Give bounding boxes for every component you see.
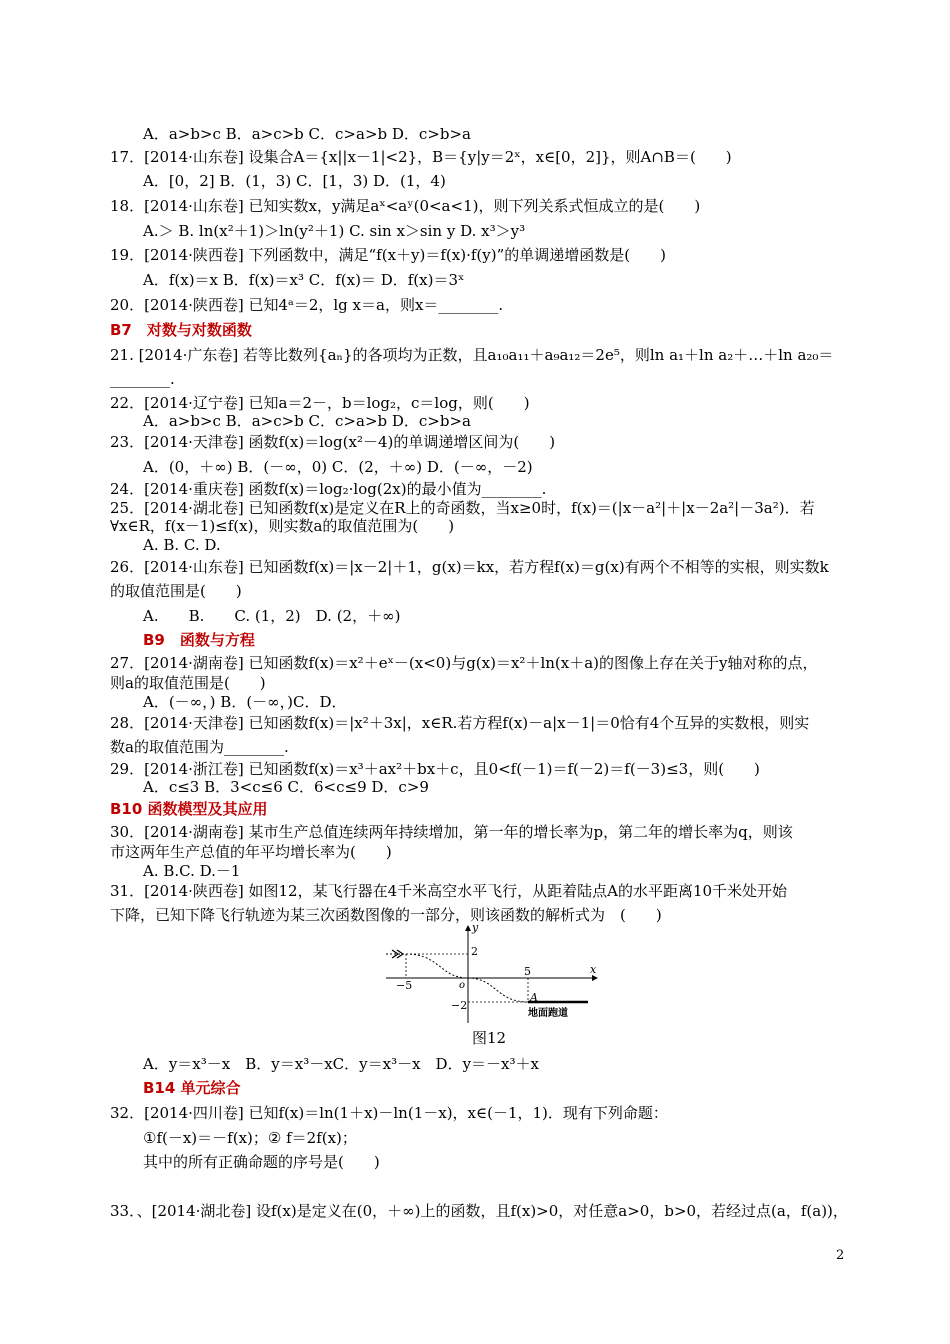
y-axis-arrow <box>465 925 471 931</box>
line-28: 数a的取值范围为________. <box>110 738 289 756</box>
line-16: 24．[2014·重庆卷] 函数f(x)＝log₂·log(2x)的最小值为________. <box>110 480 547 498</box>
line-30: A．c≤3 B．3<c≤6 C．6<c≤9 D．c>9 <box>143 778 429 796</box>
line-32: 30．[2014·湖南卷] 某市生产总值连续两年持续增加，第一年的增长率为p，第二年的增长率为q，则该 <box>110 823 793 841</box>
line-33: 市这两年生产总值的年平均增长率为( ) <box>110 843 392 861</box>
line-39: 32．[2014·四川卷] 已知f(x)＝ln(1＋x)－ln(1－x)，x∈(－1，1)．现有下列命题： <box>110 1104 668 1122</box>
landing-point-label: A <box>530 991 538 1004</box>
line-3: A．[0，2] B．(1，3) C．[1，3) D．(1，4) <box>143 172 446 190</box>
section-heading-b10: B10 函数模型及其应用 <box>110 800 268 818</box>
line-40: ①f(－x)＝－f(x)；② f＝2f(x)； <box>143 1129 357 1147</box>
line-8: 20．[2014·陕西卷] 已知4ᵃ＝2，lg x＝a，则x＝________. <box>110 296 504 314</box>
section-heading-b14: B14 单元综合 <box>143 1079 241 1097</box>
x-tick-left: −5 <box>396 979 413 992</box>
section-heading-b9: B9 函数与方程 <box>143 631 255 649</box>
line-4: 18．[2014·山东卷] 已知实数x，y满足aˣ<aʸ(0<a<1)，则下列关系式恒成立的是( ) <box>110 197 701 215</box>
page-number: 2 <box>836 1248 845 1263</box>
line-24: 27．[2014·湖南卷] 已知函数f(x)＝x²＋eˣ－(x<0)与g(x)＝x²＋ln(x＋a)的图像上存在关于y轴对称的点， <box>110 654 818 672</box>
y-tick-bottom: −2 <box>451 999 468 1012</box>
x-axis-label: x <box>590 963 597 976</box>
line-12: 22．[2014·辽宁卷] 已知a＝2－，b＝log₂，c＝log，则( ) <box>110 394 530 412</box>
x-tick-right: 5 <box>524 965 531 978</box>
flight-path-figure <box>380 923 600 1027</box>
line-42: 33．、[2014·湖北卷] 设f(x)是定义在(0，＋∞)上的函数，且f(x)>0，对任意a>0，b>0，若经过点(a，f(a))， <box>110 1202 848 1220</box>
y-tick-top: 2 <box>471 945 478 958</box>
line-41: 其中的所有正确命题的序号是( ) <box>143 1153 380 1171</box>
line-2: 17．[2014·山东卷] 设集合A＝{x||x－1|<2}，B＝{y|y＝2ˣ，x∈[0，2]}，则A∩B＝( ) <box>110 148 732 166</box>
runway-label: 地面跑道 <box>528 1008 568 1019</box>
line-1: A．a>b>c B．a>c>b C．c>a>b D．c>b>a <box>143 125 471 143</box>
line-29: 29．[2014·浙江卷] 已知函数f(x)＝x³＋ax²＋bx＋c，且0<f(－1)＝f(－2)＝f(－3)≤3，则( ) <box>110 760 760 778</box>
line-13: A．a>b>c B．a>c>b C．c>a>b D．c>b>a <box>143 412 471 430</box>
line-26: A．(－∞，) B．(－∞，)C．D． <box>143 693 347 711</box>
line-5: A.＞ B. ln(x²＋1)＞ln(y²＋1) C. sin x＞sin y D. x³＞y³ <box>143 222 526 240</box>
line-25: 则a的取值范围是( ) <box>110 674 266 692</box>
figure-caption: 图12 <box>472 1029 507 1047</box>
line-19: A. B. C. D. <box>143 536 221 554</box>
origin-label: o <box>459 980 466 991</box>
line-20: 26．[2014·山东卷] 已知函数f(x)＝|x－2|＋1，g(x)＝kx，若方程f(x)＝g(x)有两个不相等的实根，则实数k <box>110 558 829 576</box>
line-22: A. B. C. (1，2) D. (2，＋∞) <box>143 607 401 625</box>
line-14: 23．[2014·天津卷] 函数f(x)＝log(x²－4)的单调递增区间为( ) <box>110 433 556 451</box>
line-18: ∀x∈R，f(x－1)≤f(x)，则实数a的取值范围为( ) <box>110 517 455 535</box>
line-7: A．f(x)＝x B．f(x)＝x³ C．f(x)＝ D．f(x)＝3ˣ <box>143 271 465 289</box>
line-34: A. B.C. D.－1 <box>143 862 241 880</box>
line-35: 31．[2014·陕西卷] 如图12，某飞行器在4千米高空水平飞行，从距着陆点A的水平距离10千米处开始 <box>110 882 788 900</box>
y-axis-label: y <box>472 923 479 934</box>
line-17: 25．[2014·湖北卷] 已知函数f(x)是定义在R上的奇函数，当x≥0时，f(x)＝(|x－a²|＋|x－2a²|－3a²)．若 <box>110 499 815 517</box>
line-27: 28．[2014·天津卷] 已知函数f(x)＝|x²＋3x|，x∈R.若方程f(x)－a|x－1|＝0恰有4个互异的实数根，则实 <box>110 714 810 732</box>
line-37: A．y＝x³－x B．y＝x³－xC．y＝x³－x D．y＝－x³＋x <box>143 1055 539 1073</box>
line-6: 19．[2014·陕西卷] 下列函数中，满足“f(x＋y)＝f(x)·f(y)”的单调递增函数是( ) <box>110 246 666 264</box>
section-heading-b7: B7 对数与对数函数 <box>110 321 252 339</box>
line-21: 的取值范围是( ) <box>110 582 242 600</box>
line-15: A．(0，＋∞) B．(－∞，0) C．(2，＋∞) D．(－∞，－2) <box>143 458 533 476</box>
line-11: ________. <box>110 370 175 388</box>
line-10: 21. [2014·广东卷] 若等比数列{aₙ}的各项均为正数，且a₁₀a₁₁＋a₉a₁₂＝2e⁵，则ln a₁＋ln a₂＋…＋ln a₂₀＝ <box>110 346 834 364</box>
line-36: 下降，已知下降飞行轨迹为某三次函数图像的一部分，则该函数的解析式为 ( ) <box>110 906 662 924</box>
